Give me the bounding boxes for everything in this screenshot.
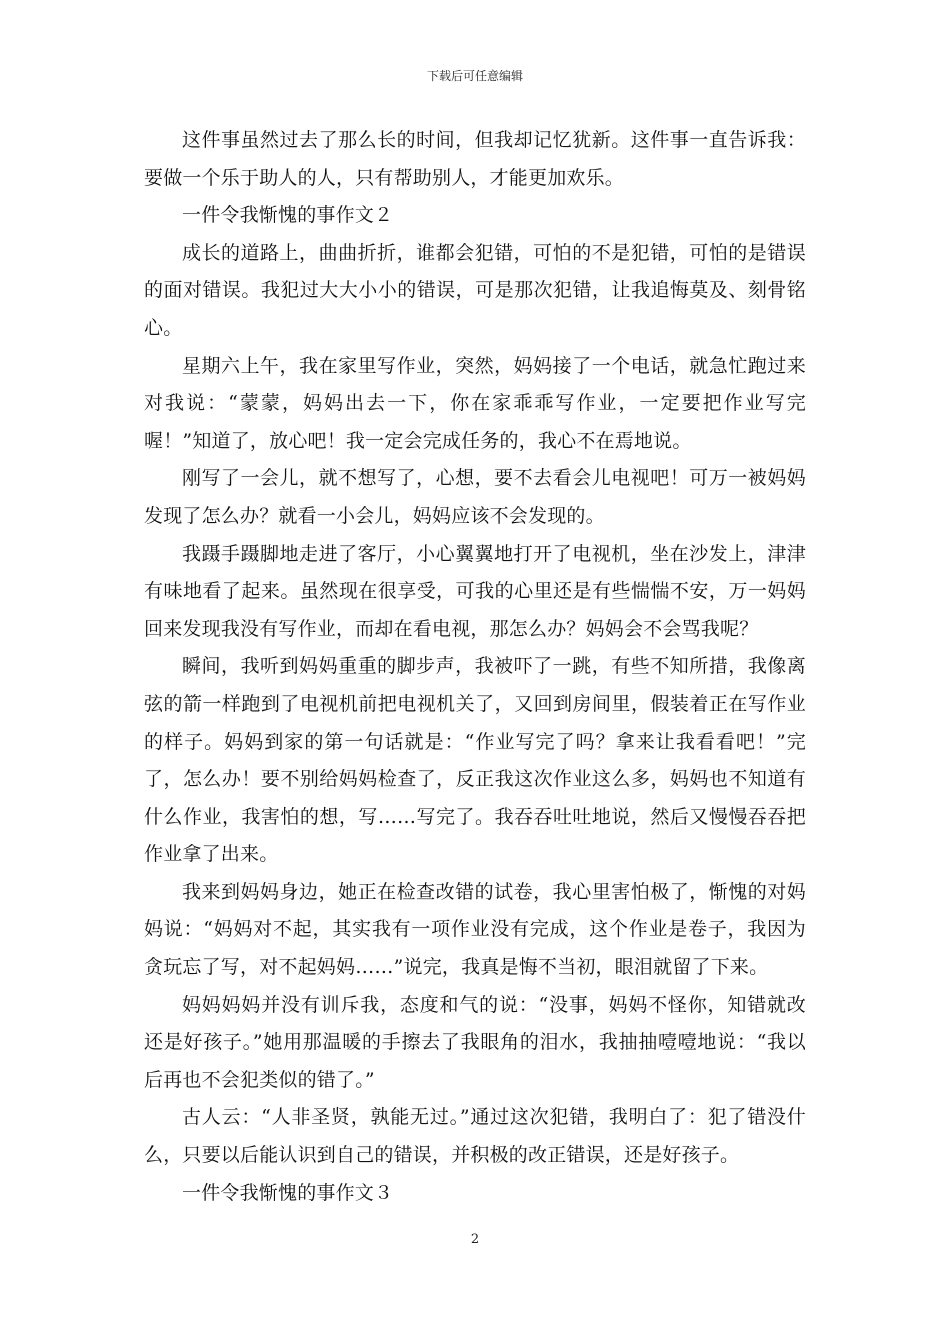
paragraph: 瞬间，我听到妈妈重重的脚步声，我被吓了一跳，有些不知所措，我像离弦的箭一样跑到了电视机前把电视机关了，又回到房间里，假装着正在写作业的样子。妈妈到家的第一句话就是：“作业写完了吗？拿来让我看看吧！”完了，怎么办！要不别给妈妈检查了，反正我这次作业这么多，妈妈也不知道有什么作业，我害怕的想，写……写完了。我吞吞吐吐地说，然后又慢慢吞吞把作业拿了出来。 (144, 655, 806, 866)
section-title: 一件令我惭愧的事作文３ (182, 1181, 394, 1204)
paragraph: 刚写了一会儿，就不想写了，心想，要不去看会儿电视吧！可万一被妈妈发现了怎么办？就看一小会儿，妈妈应该不会发现的。 (144, 467, 806, 527)
paragraph: 我蹑手蹑脚地走进了客厅，小心翼翼地打开了电视机，坐在沙发上，津津有味地看了起来。虽然现在很享受，可我的心里还是有些惴惴不安，万一妈妈回来发现我没有写作业，而却在看电视，那怎么办？妈妈会不会骂我呢？ (144, 542, 806, 640)
paragraph: 我来到妈妈身边，她正在检查改错的试卷，我心里害怕极了，惭愧的对妈妈说：“妈妈对不起，其实我有一项作业没有完成，这个作业是卷子，我因为贪玩忘了写，对不起妈妈……”说完，我真是悔不当初，眼泪就留了下来。 (144, 880, 806, 979)
document-body (144, 122, 806, 1212)
section-title: 一件令我惭愧的事作文２ (182, 204, 394, 227)
paragraph: 星期六上午，我在家里写作业，突然，妈妈接了一个电话，就急忙跑过来对我说：“蒙蒙，妈妈出去一下，你在家乖乖写作业，一定要把作业写完喔！”知道了，放心吧！我一定会完成任务的，我心不在焉地说。 (144, 354, 806, 452)
paragraph: 妈妈妈妈并没有训斥我，态度和气的说：“没事，妈妈不怪你，知错就改还是好孩子。”她用那温暖的手擦去了我眼角的泪水，我抽抽噎噎地说：“我以后再也不会犯类似的错了。” (144, 993, 806, 1091)
paragraph: 成长的道路上，曲曲折折，谁都会犯错，可怕的不是犯错，可怕的是错误的面对错误。我犯过大大小小的错误，可是那次犯错，让我追悔莫及、刻骨铭心。 (144, 241, 806, 339)
paragraph: 古人云：“人非圣贤，孰能无过。”通过这次犯错，我明白了：犯了错没什么，只要以后能认识到自己的错误，并积极的改正错误，还是好孩子。 (144, 1106, 806, 1167)
paragraph: 这件事虽然过去了那么长的时间，但我却记忆犹新。这件事一直告诉我：要做一个乐于助人的人，只有帮助别人，才能更加欢乐。 (144, 129, 806, 189)
page-header-note: 下载后可任意编辑 (426, 69, 523, 83)
page-number: 2 (470, 1232, 480, 1247)
